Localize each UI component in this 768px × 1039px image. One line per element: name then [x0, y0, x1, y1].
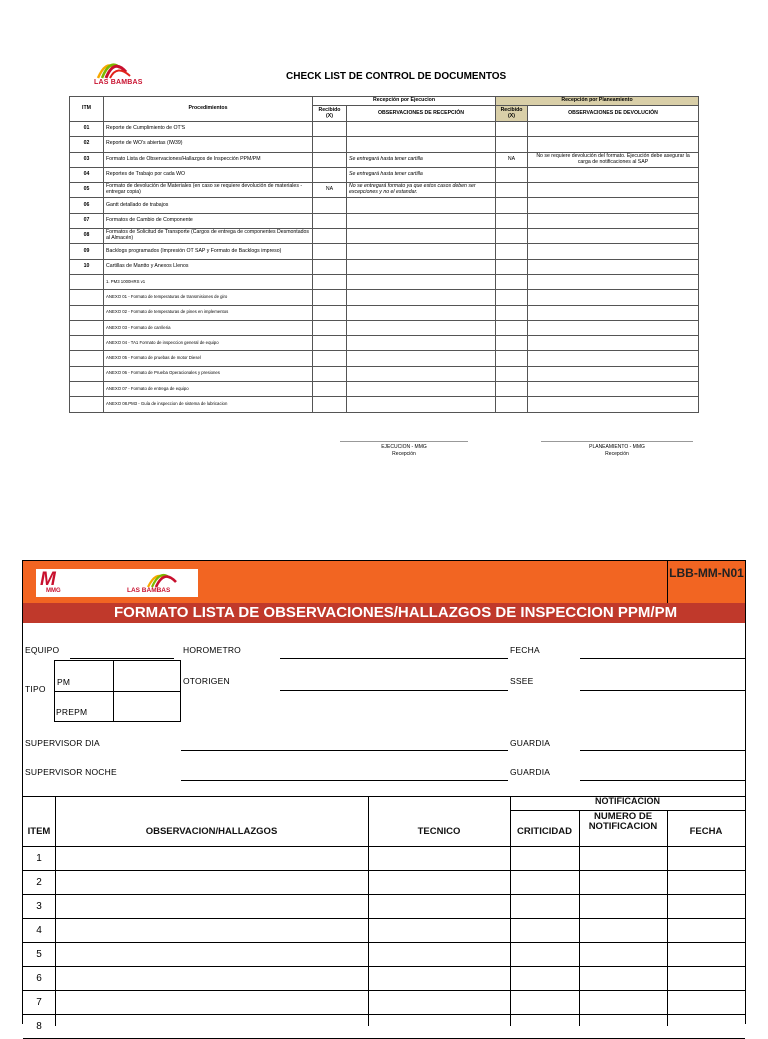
mmg-logo-text: MMG [46, 588, 61, 594]
checklist-row [70, 213, 699, 228]
checklist-procedimiento: Formato Lista de Observaciones/Hallazgos de Inspección PPM/PM [104, 152, 313, 167]
checklist-procedimiento: ANEXO 02 - Formato de temperaturas de pines en implementos [104, 305, 313, 320]
checklist-row [70, 167, 699, 182]
checklist-recibido-ejecucion[interactable] [313, 382, 347, 397]
checklist-recibido-ejecucion[interactable] [313, 122, 347, 137]
checklist-recibido-planeamiento[interactable] [496, 336, 528, 351]
checklist-row [70, 183, 699, 198]
checklist-obs-devolucion[interactable] [528, 167, 699, 182]
checklist-recibido-ejecucion[interactable] [313, 336, 347, 351]
checklist-row [70, 198, 699, 213]
checklist-obs-devolucion[interactable] [528, 259, 699, 274]
checklist-recibido-planeamiento[interactable] [496, 229, 528, 244]
row-divider [23, 942, 745, 943]
checklist-procedimiento: ANEXO 01 - Formato de temperaturas de transmisiones de giro [104, 290, 313, 305]
las-bambas-mark-icon [92, 58, 132, 80]
checklist-obs-recepcion[interactable] [347, 229, 496, 244]
row-number: 6 [36, 973, 42, 984]
checklist-row [70, 122, 699, 137]
checklist-procedimiento: ANEXO 05 - Formato de pruebas de motor Diesel [104, 351, 313, 366]
checklist-procedimiento: Formato de devolución de Materiales (en caso se requiere devolución de materiales - entregar copia) [104, 183, 313, 198]
las-bambas-logo [92, 58, 152, 90]
row-number: 2 [36, 877, 42, 888]
checklist-obs-recepcion[interactable] [347, 351, 496, 366]
checklist-recibido-ejecucion[interactable] [313, 167, 347, 182]
tipo-pm-checkbox[interactable] [113, 660, 181, 692]
checklist-obs-devolucion[interactable] [528, 351, 699, 366]
checklist-obs-devolucion[interactable] [528, 290, 699, 305]
row-number: 3 [36, 901, 42, 912]
checklist-itm: 08 [70, 229, 104, 244]
checklist-itm: 05 [70, 183, 104, 198]
checklist-recibido-planeamiento[interactable] [496, 290, 528, 305]
checklist-obs-recepcion[interactable] [347, 336, 496, 351]
row-divider [23, 966, 745, 967]
checklist-recibido-ejecucion[interactable] [313, 351, 347, 366]
horometro-field[interactable] [280, 658, 508, 659]
label-horometro: HOROMETRO [183, 645, 241, 655]
tipo-pm-cell [54, 660, 114, 692]
row-divider [23, 990, 745, 991]
checklist-row [70, 259, 699, 274]
checklist-row [70, 382, 699, 397]
label-equipo: EQUIPO [25, 645, 60, 655]
checklist-procedimiento: Reporte de Cumplimiento de OT'S [104, 122, 313, 137]
header-obs-recepcion: OBSERVACIONES DE RECEPCIÓN [347, 106, 496, 122]
row-number: 5 [36, 949, 42, 960]
col-divider [368, 797, 369, 1026]
checklist-itm: 03 [70, 152, 104, 167]
checklist-table [69, 96, 699, 413]
checklist-recibido-planeamiento[interactable] [496, 137, 528, 152]
checklist-obs-recepcion[interactable] [347, 122, 496, 137]
checklist-obs-recepcion[interactable] [347, 259, 496, 274]
checklist-recibido-planeamiento[interactable] [496, 305, 528, 320]
header-notificacion: NOTIFICACION [595, 796, 660, 806]
checklist-obs-recepcion[interactable] [347, 397, 496, 412]
checklist-row [70, 351, 699, 366]
checklist-recibido-planeamiento[interactable] [496, 320, 528, 335]
checklist-obs-devolucion[interactable] [528, 137, 699, 152]
checklist-procedimiento: ANEXO 08.PM3 - Guía de inspeccion de sistema de lubricacion [104, 397, 313, 412]
checklist-row [70, 397, 699, 412]
checklist-procedimiento: Cartillas de Mantto y Anexos Llenos [104, 259, 313, 274]
checklist-itm: 04 [70, 167, 104, 182]
checklist-recibido-ejecucion[interactable] [313, 305, 347, 320]
checklist-obs-devolucion[interactable] [528, 320, 699, 335]
signature-role: EJECUCION - MMG [381, 444, 427, 450]
otorigen-field[interactable] [280, 690, 508, 691]
checklist-itm [70, 397, 104, 412]
checklist-recibido-ejecucion[interactable] [313, 366, 347, 381]
header-fecha: FECHA [689, 826, 723, 837]
checklist-recibido-ejecucion[interactable] [313, 397, 347, 412]
checklist-row [70, 229, 699, 244]
checklist-recibido-planeamiento[interactable] [496, 274, 528, 289]
checklist-recibido-planeamiento[interactable] [496, 167, 528, 182]
checklist-recibido-ejecucion[interactable] [313, 213, 347, 228]
label-ssee: SSEE [510, 676, 534, 686]
col-divider [55, 797, 56, 1026]
checklist-obs-devolucion[interactable] [528, 305, 699, 320]
checklist-recibido-planeamiento[interactable] [496, 351, 528, 366]
checklist-recibido-planeamiento[interactable] [496, 244, 528, 259]
label-guardia-2: GUARDIA [510, 767, 551, 777]
checklist-row [70, 274, 699, 289]
checklist-obs-devolucion[interactable] [528, 274, 699, 289]
header-recepcion-planeamiento: Recepción por Planeamiento [496, 97, 699, 106]
checklist-procedimiento: Reporte de WO's abiertas (IW39) [104, 137, 313, 152]
checklist-itm: 07 [70, 213, 104, 228]
checklist-recibido-planeamiento[interactable] [496, 183, 528, 198]
label-fecha: FECHA [510, 645, 540, 655]
checklist-itm [70, 320, 104, 335]
checklist-itm: 09 [70, 244, 104, 259]
col-divider [510, 797, 511, 1026]
checklist-itm: 06 [70, 198, 104, 213]
label-tipo: TIPO [25, 684, 46, 694]
checklist-obs-recepcion[interactable] [347, 137, 496, 152]
header-recibido-ejecucion: Recibido (X) [313, 106, 347, 122]
checklist-row [70, 366, 699, 381]
label-prepm: PREPM [56, 707, 88, 717]
checklist-itm [70, 366, 104, 381]
checklist-procedimiento: ANEXO 07 - Formato de entrega de equipo [104, 382, 313, 397]
checklist-obs-devolucion[interactable] [528, 382, 699, 397]
signature-ejecucion [340, 441, 468, 458]
mmg-mark-icon: M [40, 569, 54, 590]
checklist-obs-devolucion[interactable] [528, 213, 699, 228]
checklist-recibido-planeamiento[interactable] [496, 213, 528, 228]
form-header [23, 561, 745, 603]
checklist-itm [70, 305, 104, 320]
header-recibido-planeamiento: Recibido (X) [496, 106, 528, 122]
checklist-obs-devolucion[interactable] [528, 198, 699, 213]
checklist-recibido-ejecucion[interactable] [313, 320, 347, 335]
las-bambas-logo-form [122, 569, 198, 597]
checklist-procedimiento: Reportes de Trabajo por cada WO [104, 167, 313, 182]
label-pm: PM [57, 677, 71, 687]
checklist-procedimiento: Gantt detallado de trabajos [104, 198, 313, 213]
row-number: 7 [36, 997, 42, 1008]
label-supervisor-dia: SUPERVISOR DIA [25, 738, 100, 748]
checklist-obs-recepcion[interactable] [347, 320, 496, 335]
signature-sub: Recepción [605, 451, 629, 457]
notificacion-divider [510, 810, 745, 811]
checklist-recibido-planeamiento[interactable] [496, 198, 528, 213]
checklist-recibido-ejecucion[interactable] [313, 244, 347, 259]
checklist-procedimiento: Formatos de Cambio de Componente [104, 213, 313, 228]
checklist-itm: 02 [70, 137, 104, 152]
checklist-row [70, 137, 699, 152]
checklist-title: CHECK LIST DE CONTROL DE DOCUMENTOS [286, 71, 507, 82]
checklist-row [70, 305, 699, 320]
observations-form [22, 560, 746, 1032]
row-number: 4 [36, 925, 42, 936]
checklist-row [70, 244, 699, 259]
supervisor-noche-field[interactable] [181, 780, 508, 781]
checklist-itm [70, 274, 104, 289]
checklist-obs-devolucion[interactable] [528, 244, 699, 259]
checklist-obs-recepcion[interactable] [347, 244, 496, 259]
header-procedimientos: Procedimientos [104, 97, 313, 122]
signature-planeamiento [541, 441, 693, 458]
checklist-procedimiento: ANEXO 04 - TA1 Formato de inspeccion general de equipo [104, 336, 313, 351]
observations-grid [23, 796, 745, 1032]
checklist-itm: 01 [70, 122, 104, 137]
checklist-itm [70, 351, 104, 366]
checklist-obs-recepcion[interactable] [347, 274, 496, 289]
checklist-obs-devolucion[interactable]: No se requiere devolución del formato. Ejecución debe asegurar la carga de notificaciones al SAP [528, 152, 699, 167]
row-divider [23, 894, 745, 895]
checklist-row [70, 336, 699, 351]
signature-role: PLANEAMIENTO - MMG [589, 444, 645, 450]
ssee-field[interactable] [580, 690, 745, 691]
checklist-procedimiento: 1. PM3 1000HRS v1 [104, 274, 313, 289]
checklist-recibido-ejecucion[interactable] [313, 229, 347, 244]
checklist-procedimiento: ANEXO 03 - Formato de carrileria [104, 320, 313, 335]
mmg-logo [36, 569, 122, 597]
checklist-row [70, 290, 699, 305]
checklist-obs-recepcion[interactable]: Se entregará hasta tener cartilla [347, 152, 496, 167]
checklist-recibido-planeamiento[interactable] [496, 259, 528, 274]
logo-brand-text: LAS BAMBAS [127, 587, 171, 594]
header-numero-notificacion: NUMERO DE NOTIFICACION [588, 811, 658, 832]
checklist-obs-recepcion[interactable] [347, 366, 496, 381]
header-criticidad: CRITICIDAD [517, 826, 572, 837]
checklist-itm [70, 382, 104, 397]
checklist-itm: 10 [70, 259, 104, 274]
row-divider [23, 1014, 745, 1015]
checklist-obs-recepcion[interactable] [347, 198, 496, 213]
header-observacion: OBSERVACION/HALLAZGOS [145, 826, 278, 837]
form-code: LBB-MM-N01 [667, 561, 745, 603]
checklist-row [70, 320, 699, 335]
checklist-recibido-planeamiento[interactable] [496, 122, 528, 137]
checklist-obs-recepcion[interactable] [347, 290, 496, 305]
checklist-obs-devolucion[interactable] [528, 397, 699, 412]
checklist-recibido-ejecucion[interactable] [313, 274, 347, 289]
header-item: ITEM [27, 826, 51, 837]
row-number: 1 [36, 853, 42, 864]
row-divider [23, 870, 745, 871]
checklist-obs-devolucion[interactable] [528, 366, 699, 381]
guardia-1-field[interactable] [580, 750, 745, 751]
checklist-obs-recepcion[interactable]: No se entregará formato ya que estos casos deben ser excepciones y no el estandar. [347, 183, 496, 198]
header-obs-devolucion: OBSERVACIONES DE DEVOLUCIÓN [528, 106, 699, 122]
signature-sub: Recepción [392, 451, 416, 457]
checklist-obs-recepcion[interactable] [347, 305, 496, 320]
checklist-obs-recepcion[interactable] [347, 382, 496, 397]
row-divider [23, 846, 745, 847]
checklist-procedimiento: ANEXO 06 - Formato de Prueba Operacionales y presiones [104, 366, 313, 381]
checklist-obs-devolucion[interactable] [528, 122, 699, 137]
guardia-2-field[interactable] [580, 780, 745, 781]
checklist-recibido-ejecucion[interactable] [313, 137, 347, 152]
supervisor-dia-field[interactable] [181, 750, 508, 751]
header-itm: ITM [70, 97, 104, 122]
checklist-obs-devolucion[interactable] [528, 183, 699, 198]
checklist-recibido-ejecucion[interactable]: NA [313, 183, 347, 198]
checklist-obs-devolucion[interactable] [528, 336, 699, 351]
checklist-itm [70, 290, 104, 305]
checklist-recibido-planeamiento[interactable]: NA [496, 152, 528, 167]
checklist-recibido-ejecucion[interactable] [313, 152, 347, 167]
header-tecnico: TECNICO [417, 826, 461, 837]
checklist-obs-recepcion[interactable] [347, 213, 496, 228]
row-divider [23, 918, 745, 919]
checklist-itm [70, 336, 104, 351]
fecha-field[interactable] [580, 658, 745, 659]
checklist-procedimiento: Backlogs programados (Impresión OT SAP y Formato de Backlogs impreso) [104, 244, 313, 259]
checklist-recibido-ejecucion[interactable] [313, 198, 347, 213]
form-title: FORMATO LISTA DE OBSERVACIONES/HALLAZGOS DE INSPECCION PPM/PM [23, 603, 745, 623]
checklist-recibido-planeamiento[interactable] [496, 366, 528, 381]
checklist-recibido-ejecucion[interactable] [313, 290, 347, 305]
checklist-recibido-planeamiento[interactable] [496, 397, 528, 412]
checklist-obs-recepcion[interactable]: Se entregará hasta tener cartilla [347, 167, 496, 182]
label-otorigen: OTORIGEN [183, 676, 230, 686]
checklist-obs-devolucion[interactable] [528, 229, 699, 244]
equipo-field[interactable] [70, 658, 174, 659]
label-guardia-1: GUARDIA [510, 738, 551, 748]
label-supervisor-noche: SUPERVISOR NOCHE [25, 767, 117, 777]
checklist-procedimiento: Formatos de Solicitud de Transporte (Cargos de entrega de componentes Desmontados al Almacén) [104, 229, 313, 244]
row-number: 8 [36, 1021, 42, 1032]
logo-brand-text: LAS BAMBAS [94, 79, 143, 86]
tipo-prepm-checkbox[interactable] [113, 691, 181, 722]
checklist-recibido-planeamiento[interactable] [496, 382, 528, 397]
checklist-row [70, 152, 699, 167]
header-recepcion-ejecucion: Recepción por Ejecucion [313, 97, 496, 106]
checklist-recibido-ejecucion[interactable] [313, 259, 347, 274]
las-bambas-mark-icon [142, 569, 182, 589]
